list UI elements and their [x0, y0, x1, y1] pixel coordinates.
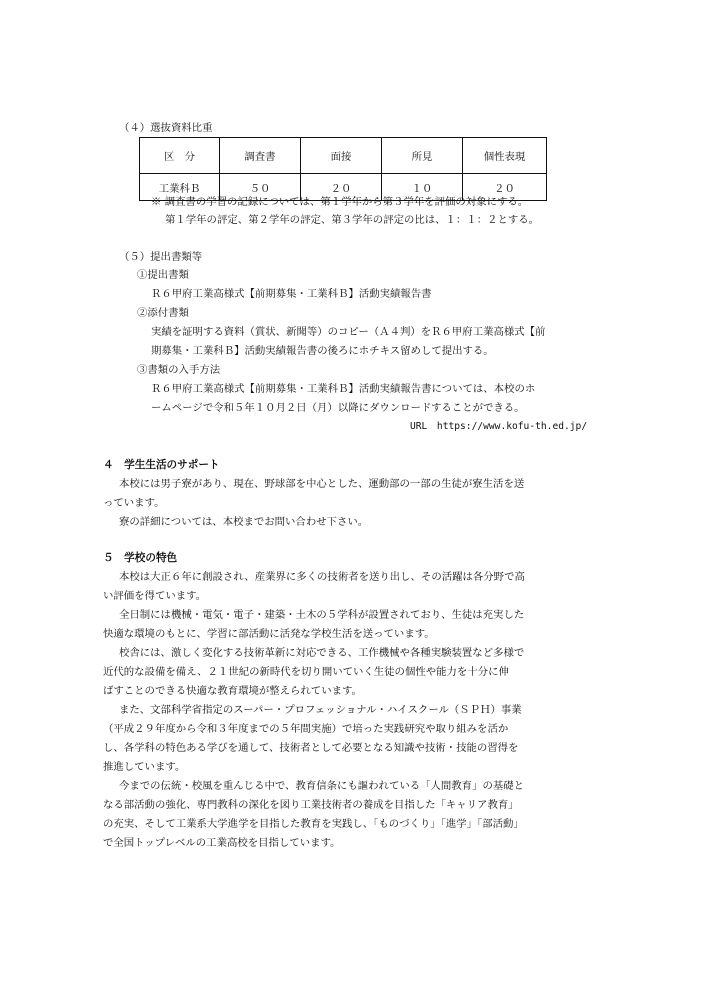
section-5-line: また、文部科学省指定のスーパー・プロフェッショナル・ハイスクール（ＳＰＨ）事業 — [119, 704, 522, 716]
section-5-line: （平成２９年度から令和３年度までの５年間実施）で培った実践研究や取り組みを活か — [103, 723, 509, 735]
doc-item-2-text-2: 期募集・工業科Ｂ】活動実績報告書の後ろにホチキス留めして提出する。 — [151, 345, 494, 357]
documents-heading: （５）提出書類等 — [119, 251, 203, 263]
table-header-cell: 区 分 — [140, 138, 220, 174]
section-5-heading: ５ 学校の特色 — [103, 552, 178, 564]
table-header-cell: 個性表現 — [463, 138, 547, 174]
doc-item-1-text: Ｒ６甲府工業高様式【前期募集・工業科Ｂ】活動実績報告書 — [151, 288, 432, 300]
section-5-line: の充実、そして工業系大学進学を目指した教育を実践し、「ものづくり」「進学」「部活動」 — [103, 818, 524, 830]
table-header-cell: 面接 — [301, 138, 382, 174]
doc-item-3-title: ③書類の入手方法 — [137, 364, 221, 376]
section-5-line: 本校は大正６年に創設され、産業界に多くの技術者を送り出し、その活躍は各分野で高 — [119, 571, 525, 583]
table-cell: １０ — [382, 174, 463, 201]
section-5-line: 近代的な設備を備え、２１世紀の新時代を切り開いていく生徒の個性や能力を十分に伸 — [103, 666, 509, 678]
doc-item-1-title: ①提出書類 — [137, 269, 189, 281]
section-5-line: ばすことのできる快適な教育環境が整えられています。 — [103, 685, 362, 697]
section-5-line: し、各学科の特色ある学びを通して、技術者として必要となる知識や技術・技能の習得を — [103, 742, 519, 754]
doc-item-3-text-2: ームページで令和５年１０月２日（月）以降にダウンロードすることができる。 — [151, 402, 525, 414]
table-cell: ２０ — [301, 174, 382, 201]
section-4-para-1-line-1: 本校には男子寮があり、現在、野球部を中心とした、運動部の一部の生徒が寮生活を送 — [119, 478, 525, 490]
table-cell: 工業科Ｂ — [140, 174, 220, 201]
table-cell: ５０ — [220, 174, 301, 201]
selection-weight-heading: （４）選抜資料比重 — [119, 122, 213, 134]
section-5-line: 快適な環境のもとに、学習に部活動に活発な学校生活を送っています。 — [103, 628, 435, 640]
table-header-cell: 調査書 — [220, 138, 301, 174]
selection-weight-table — [139, 137, 547, 201]
section-5-line: い評価を得ています。 — [103, 590, 207, 602]
section-5-line: 全日制には機械・電気・電子・建築・土木の５学科が設置されており、生徒は充実した — [119, 609, 525, 621]
table-cell: ２０ — [463, 174, 547, 201]
table-header-cell: 所見 — [382, 138, 463, 174]
section-4-para-2: 寮の詳細については、本校までお問い合わせ下さい。 — [119, 516, 369, 528]
section-4-para-1-line-2: っています。 — [103, 497, 165, 509]
table-note-1: ※ 調査書の学習の記録については、第１学年から第３学年を評価の対象にする。 — [151, 196, 529, 208]
section-5-line: 今までの伝統・校風を重んじる中で、教育信条にも謳われている「人間教育」の基礎と — [119, 780, 525, 792]
section-4-heading: ４ 学生生活のサポート — [103, 459, 220, 471]
section-5-line: 推進しています。 — [103, 761, 186, 773]
doc-item-3-text-1: Ｒ６甲府工業高様式【前期募集・工業科Ｂ】活動実績報告書については、本校のホ — [151, 383, 536, 395]
section-5-line: で全国トップレベルの工業高校を目指しています。 — [103, 837, 341, 849]
school-url: URL https://www.kofu-th.ed.jp/ — [410, 421, 588, 432]
table-note-2: 第１学年の評定、第２学年の評定、第３学年の評定の比は、１：１：２とする。 — [165, 214, 540, 226]
section-5-line: なる部活動の強化、専門教科の深化を図り工業技術者の養成を目指した「キャリア教育」 — [103, 799, 519, 811]
doc-item-2-title: ②添付書類 — [137, 307, 189, 319]
section-5-line: 校舎には、激しく変化する技術革新に対応できる、工作機械や各種実験装置など多様で — [119, 647, 525, 659]
table-header-row — [140, 138, 547, 174]
doc-item-2-text-1: 実績を証明する資料（賞状、新聞等）のコピー（Ａ４判）をＲ６甲府工業高様式【前 — [151, 326, 546, 338]
